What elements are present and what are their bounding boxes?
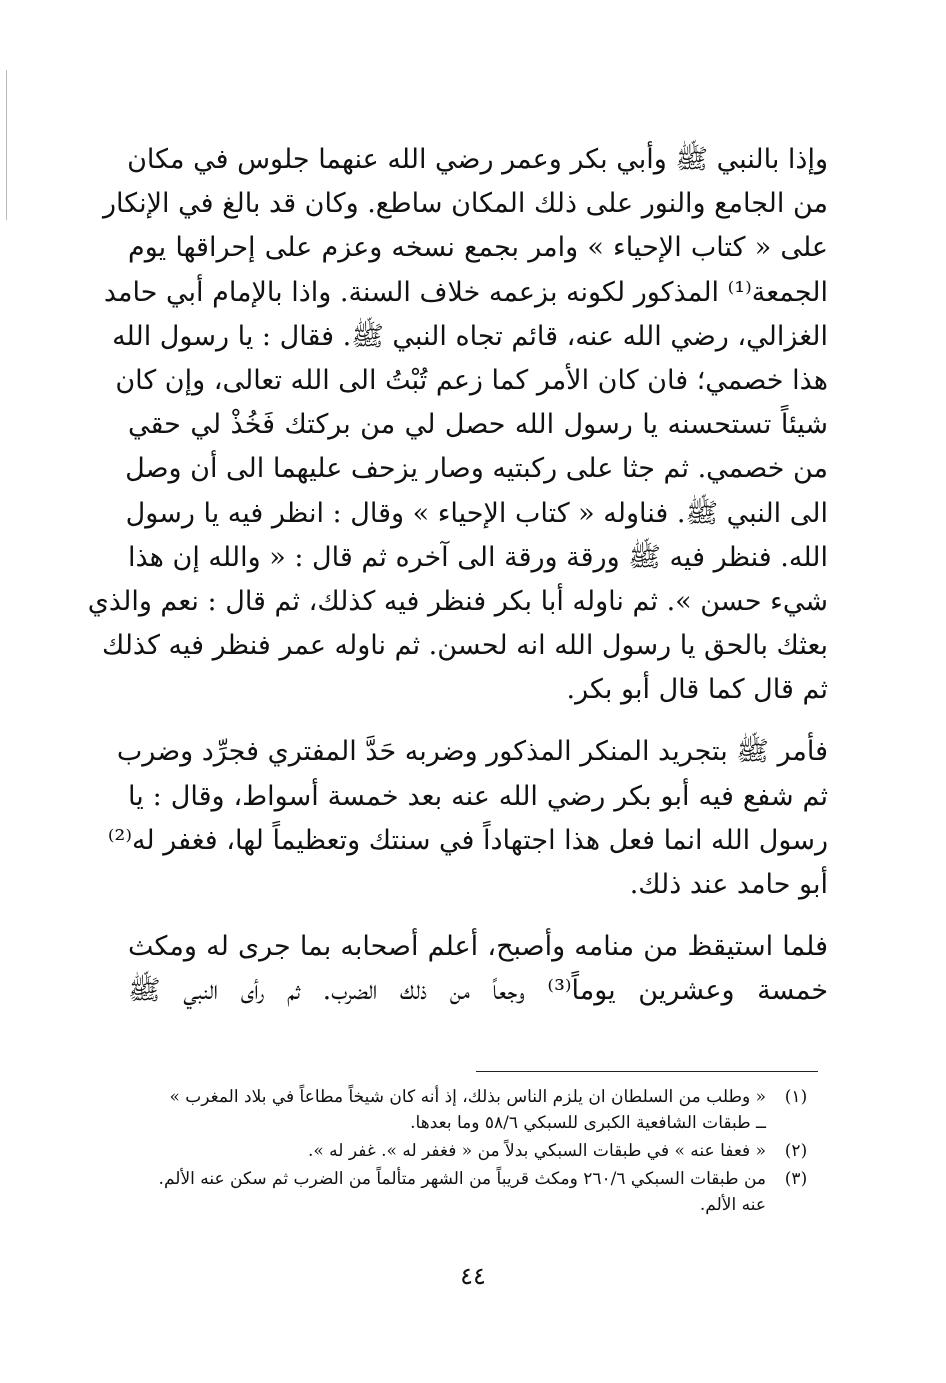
footnote-text: من طبقات السبكي ٢٦٠/٦ ومكث قريباً من الشهر متألماً من الضرب ثم سكن عنه الألم.: [158, 1169, 766, 1189]
main-text: [87, 138, 829, 1032]
footnote-text: عنه الألم.: [699, 1195, 766, 1215]
footnote-text: ــ طبقات الشافعية الكبرى للسبكي ٥٨/٦ وما بعدها.: [410, 1113, 766, 1133]
footnote-number: (٣): [784, 1169, 808, 1189]
text-line: شيئاً تستحسنه يا رسول الله حصل لي من بركتك فَخُذْ لي حقي: [128, 409, 828, 441]
text-line: على « كتاب الإحياء » وامر بجمع نسخه وعزم على إحراقها يوم: [128, 232, 828, 264]
text-line: الجمعة⁽¹⁾ المذكور لكونه بزعمه خلاف السنة. واذا بالإمام أبي حامد: [103, 276, 828, 308]
text-line: فأمر ﷺ بتجريد المنكر المذكور وضربه حَدَّ المفتري فجرِّد وضرب: [116, 736, 828, 768]
text-line: الغزالي، رضي الله عنه، قائم تجاه النبي ﷺ. فقال : يا رسول الله: [112, 320, 828, 352]
text-line: الى النبي ﷺ. فناوله « كتاب الإحياء » وقال : انظر فيه يا رسول: [125, 497, 828, 529]
text-line: من الجامع والنور على ذلك المكان ساطع. وكان قد بالغ في الإنكار: [102, 188, 828, 220]
footnote-text: « فعفا عنه » في طبقات السبكي بدلاً من « فغفر له ». غفر له ».: [307, 1141, 766, 1161]
text-line: خمسة وعشرين يوماً⁽³⁾ وجعاً من ذلك الضرب. ثم رأى النبي ﷺ: [128, 975, 829, 1007]
scan-margin-mark: [6, 70, 7, 220]
page-number: ٤٤: [460, 1262, 486, 1290]
paragraph-1: [87, 138, 828, 712]
text-line: هذا خصمي؛ فان كان الأمر كما زعم تُبْتُ الى الله تعالى، وإن كان: [115, 364, 828, 396]
footnote-separator: [476, 1071, 818, 1072]
text-line: من خصمي. ثم جثا على ركبتيه وصار يزحف عليهما الى أن وصل: [125, 453, 828, 485]
text-line: الله. فنظر فيه ﷺ ورقة ورقة الى آخره ثم قال : « والله إن هذا: [128, 541, 828, 573]
text-line: بعثك بالحق يا رسول الله انه لحسن. ثم ناوله عمر فنظر فيه كذلك: [101, 630, 828, 662]
footnote-1: [120, 1084, 826, 1136]
footnote-2: [120, 1138, 826, 1164]
footnote-number: (١): [784, 1087, 808, 1107]
footnotes: [120, 1084, 826, 1220]
footnote-number: (٢): [784, 1141, 808, 1161]
text-line: وإذا بالنبي ﷺ وأبي بكر وعمر رضي الله عنهما جلوس في مكان: [127, 144, 828, 175]
paragraph-3: [128, 925, 828, 1013]
text-line: ثم شفع فيه أبو بكر رضي الله عنه بعد خمسة أسواط، وقال : يا: [128, 780, 828, 812]
text-line: فلما استيقظ من منامه وأصبح، أعلم أصحابه بما جرى له ومكث: [128, 931, 828, 963]
footnote-text: « وطلب من السلطان ان يلزم الناس بذلك، إذ أنه كان شيخاً مطاعاً في بلاد المغرب »: [169, 1087, 766, 1107]
paragraph-2: [107, 730, 828, 907]
text-line: ثم قال كما قال أبو بكر.: [566, 674, 828, 706]
text-line: شيء حسن ». ثم ناوله أبا بكر فنظر فيه كذلك، ثم قال : نعم والذي: [87, 585, 828, 617]
text-line: رسول الله انما فعل هذا اجتهاداً في سنتك وتعظيماً لها، فغفر له⁽²⁾: [107, 824, 828, 856]
footnote-3: [120, 1166, 826, 1218]
text-line: أبو حامد عند ذلك.: [629, 869, 828, 900]
